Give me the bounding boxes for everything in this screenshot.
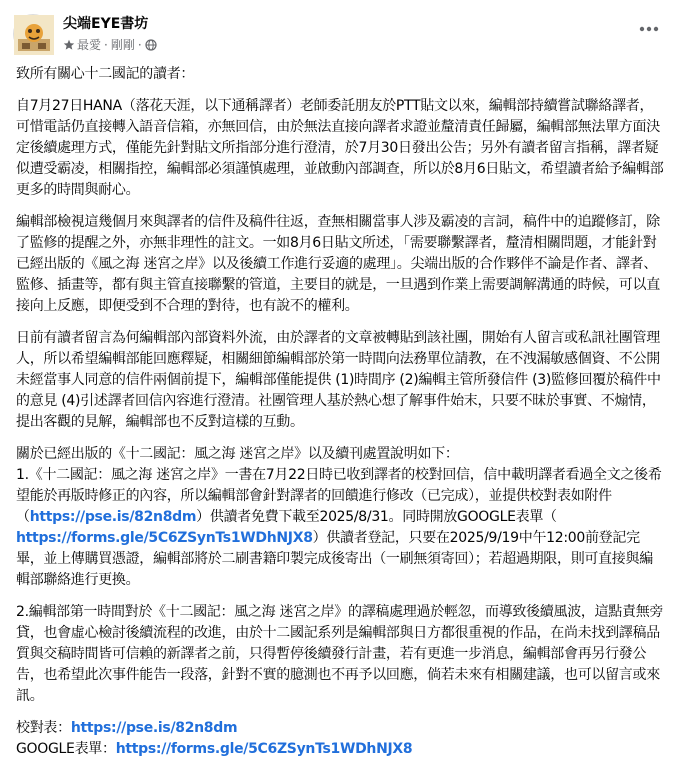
item1-text-c: ）供讀者登記，只要在2025/9/19中午12:00前登記完畢，並上傳購買憑證，編輯部將於二刷書籍印製完成後寄出（一刷無須寄回）；若超過期限，則可直接與編輯部聯絡進行更換。	[16, 530, 653, 588]
footer-label-2: GOOGLE表單：	[16, 741, 116, 757]
paragraph-4-title: 關於已經出版的《十二國記：風之海 迷宮之岸》以及續刊處置說明如下：	[16, 446, 459, 462]
footer-google-form-link[interactable]: https://forms.gle/5C6ZSynTs1WDhNJX8	[115, 741, 413, 757]
page-logo-icon	[14, 15, 54, 55]
post-timestamp[interactable]: 剛剛	[110, 38, 135, 52]
avatar[interactable]	[13, 14, 53, 54]
more-options-button[interactable]	[635, 20, 663, 38]
more-options-icon	[639, 26, 659, 32]
proofread-table-link[interactable]: https://pse.is/82n8dm	[29, 509, 197, 525]
salutation: 致所有關心十二國記的讀者：	[16, 66, 195, 82]
paragraph-4-item-1	[16, 465, 666, 591]
item1-text-b: ）供讀者免費下載至2025/8/31。同時開放GOOGLE表單（	[196, 509, 557, 525]
post-header	[0, 0, 693, 58]
paragraph-5: 2.編輯部第一時間對於《十二國記：風之海 迷宮之岸》的譯稿處理過於輕忽，而導致後續風波，這點責無旁貸，也會虛心檢討後續流程的改進，由於十二國記系列是編輯部與日方都很重視的作品，在尚未找到譯稿品質與交稿時間皆可信賴的新譯者之前，只得暫停後續發行計畫，若有更進一步消息，編輯部會再另行發公告，也希望此次事件能告一段落，針對不實的臆測也不再予以回應，倘若未來有相關建議，也可以留言或來訊。	[16, 604, 664, 704]
meta-separator: ·	[137, 38, 142, 52]
paragraph-1: 自7月27日HANA（落花天涯，以下通稱譯者）老師委託朋友於PTT貼文以來，編輯部持續嘗試聯絡譯者，可惜電話仍直接轉入語音信箱，亦無回信，由於無法直接向譯者求證並釐清責任歸屬，編輯部無法單方面決定後續處理方式，僅能先針對貼文所指部分進行澄清，於7月30日發出公告；另外有讀者留言指稱，譯者疑似遭受霸凌，相關指控，編輯部必須謹慎處理，並啟動內部調查，所以於8月6日貼文，希望讀者給予編輯部更多的時間與耐心。	[16, 98, 664, 198]
favorite-label[interactable]: 最愛	[77, 38, 102, 52]
post-body	[16, 64, 666, 760]
footer-line-1	[16, 718, 666, 739]
star-icon	[63, 39, 75, 51]
footer-label-1: 校對表：	[16, 720, 71, 736]
globe-icon[interactable]	[145, 39, 157, 51]
paragraph-2: 編輯部檢視這幾個月來與譯者的信件及稿件往返，查無相關當事人涉及霸凌的言詞，稿件中的追蹤修訂，除了監修的提醒之外，亦無非理性的註文。一如8月6日貼文所述，「需要聯繫譯者，釐清相關問題，才能針對已經出版的《風之海 迷宮之岸》以及後續工作進行妥適的處理」。尖端出版的合作夥伴不論是作者、譯者、監修、插畫等，都有與主管直接聯繫的管道，主要目的就是，一旦遇到作業上需要調解溝通的時候，可以直接向上反應，即便受到不合理的對待，也有說不的權利。	[16, 214, 660, 314]
meta-separator: ·	[104, 38, 108, 52]
page-name[interactable]: 尖端EYE書坊	[63, 16, 149, 32]
item1-text-a: 1.《十二國記：風之海 迷宮之岸》一書在7月22日時已收到譯者的校對回信，信中載明譯者看過全文之後希望能於再版時修正的內容，所以編輯部會針對譯者的回饋進行修改（已完成），並提供校對表如附件（	[16, 467, 662, 525]
paragraph-3: 日前有讀者留言為何編輯部內部資料外流，由於譯者的文章被轉貼到該社團，開始有人留言或私訊社團管理人，所以希望編輯部能回應釋疑，相關細節編輯部於第一時間向法務單位請教，在不洩漏敏感個資、不公開未經當事人同意的信件兩個前提下，編輯部僅能提供 (1)時間序 (2)編輯主管所發信件 (3)監修回覆於稿件中的意見 (4)引述譯者回信內容進行澄清。社團管理人基於熱心想了解事件始末，只要不昧於事實、不煽情，提出客觀的見解，編輯部也不反對這樣的互動。	[16, 330, 661, 430]
footer-proofread-link[interactable]: https://pse.is/82n8dm	[70, 720, 238, 736]
post-meta	[63, 38, 157, 52]
google-form-link[interactable]: https://forms.gle/5C6ZSynTs1WDhNJX8	[16, 530, 313, 546]
footer-line-2	[16, 739, 666, 760]
